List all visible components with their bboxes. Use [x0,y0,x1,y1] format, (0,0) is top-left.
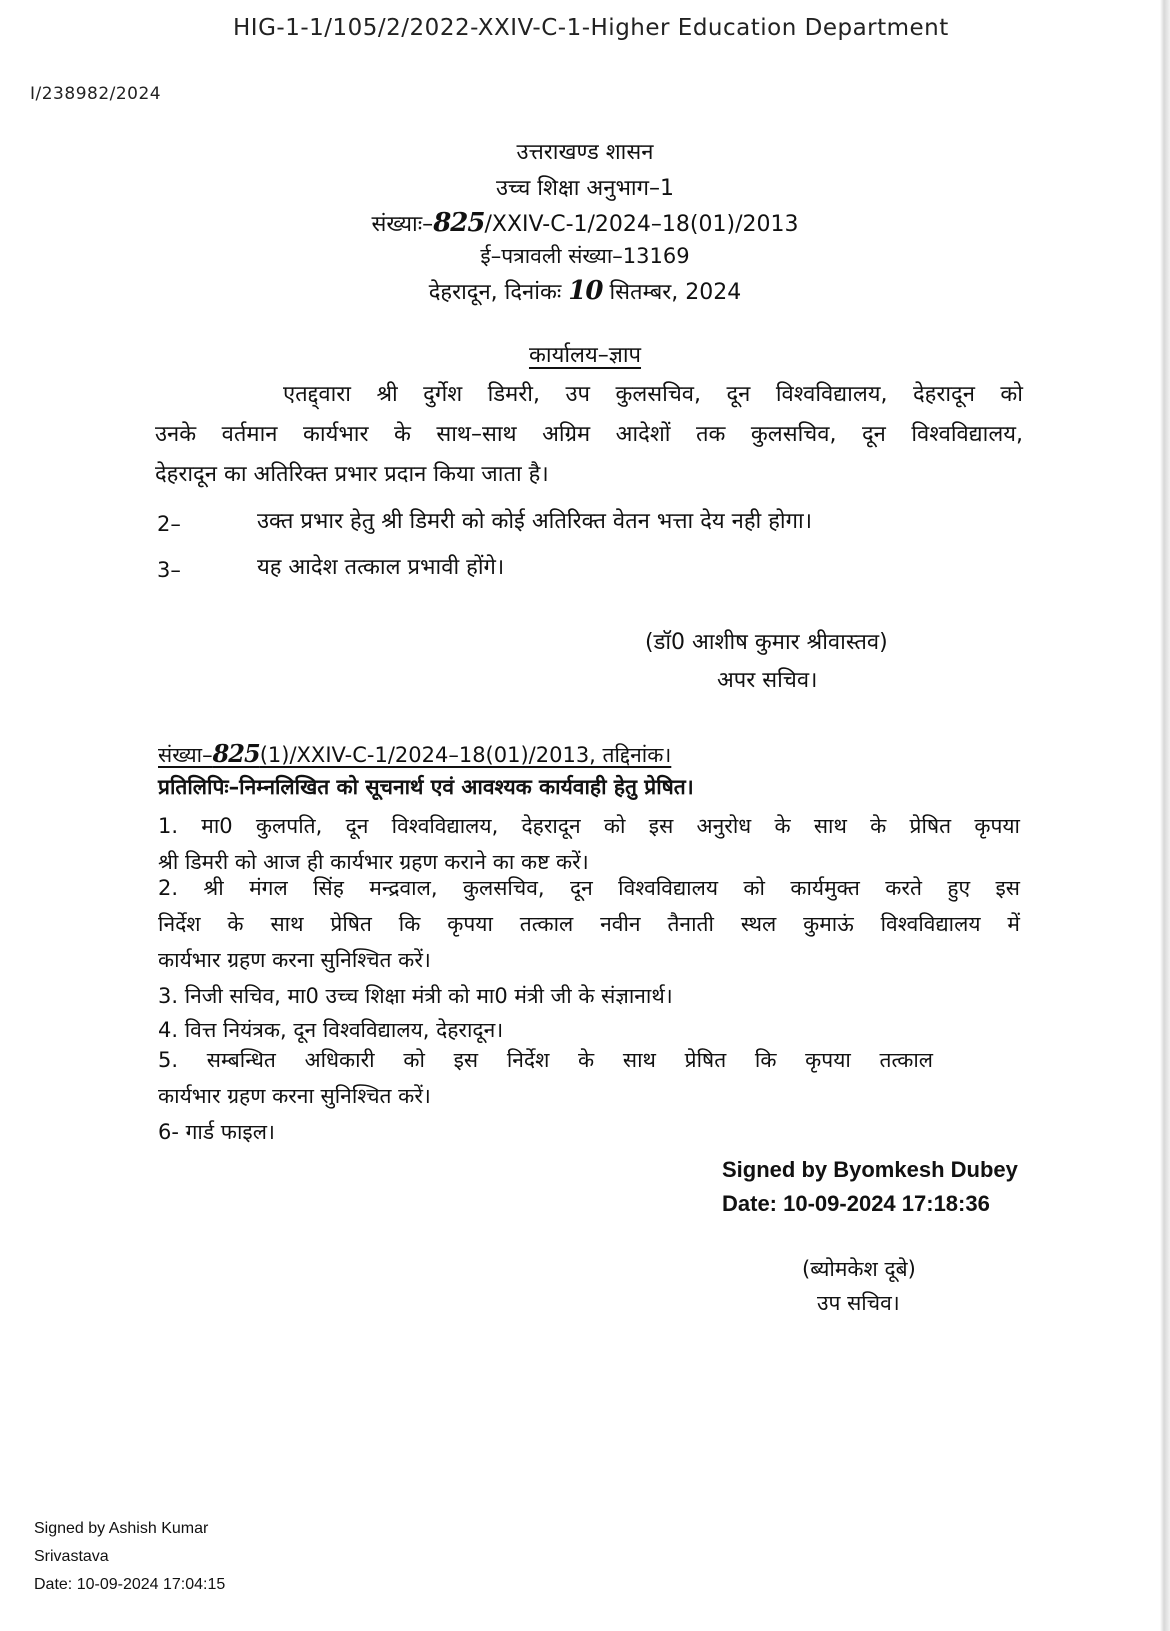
section-name: उच्च शिक्षा अनुभाग–1 [495,176,674,201]
government-name: उत्तराखण्ड शासन [516,140,654,165]
copy-ref-suffix: (1)/XXIV-C-1/2024–18(01)/2013, तद्दिनांक। [259,743,672,767]
digital-signature-name: Signed by Byomkesh Dubey [722,1157,1018,1182]
memo-line: देहरादून का अतिरिक्त प्रभार प्रदान किया जाता है। [155,462,549,487]
copy-item: श्री डिमरी को आज ही कार्यभार ग्रहण कराने का कष्ट करें। [158,850,589,874]
order-number [0,208,1170,239]
deputy-secretary-title: उप सचिव। [817,1291,900,1315]
copy-item: निर्देश के साथ प्रेषित कि कृपया तत्काल नवीन तैनाती स्थल कुमाऊं विश्वविद्यालय में [158,912,1020,936]
order-number-prefix: संख्याः– [371,212,434,237]
copy-ref-handwritten: 825 [212,739,260,768]
memo-paragraph [155,375,1023,495]
additional-signature-line: Srivastava [34,1548,109,1565]
copy-reference [158,740,671,769]
copy-item: 2. श्री मंगल सिंह मन्द्रवाल, कुलसचिव, दून विश्वविद्यालय को कार्यमुक्त करते हुए इस [158,876,1020,900]
e-file-number: ई–पत्रावली संख्या–13169 [480,244,690,268]
order-date-prefix: देहरादून, दिनांकः [428,280,562,305]
point-text: उक्त प्रभार हेतु श्री डिमरी को कोई अतिरिक्त वेतन भत्ता देय नही होगा। [257,509,813,534]
copy-item: कार्यभार ग्रहण करना सुनिश्चित करें। [158,1084,431,1108]
order-number-suffix: /XXIV-C-1/2024–18(01)/2013 [484,212,799,237]
copy-item: 4. वित्त नियंत्रक, दून विश्वविद्यालय, देहरादून। [158,1018,504,1042]
memo-title: कार्यालय–ज्ञाप [528,343,642,368]
point-number: 3– [157,558,181,582]
copy-heading: प्रतिलिपिः–निम्नलिखित को सूचनार्थ एवं आवश्यक कार्यवाही हेतु प्रेषित। [158,775,694,799]
signatory-name: (डॉ0 आशीष कुमार श्रीवास्तव) [645,630,888,655]
additional-signature-line: Signed by Ashish Kumar [34,1520,209,1537]
copy-item: 6- गार्ड फाइल। [158,1120,275,1144]
copy-ref-prefix: संख्या– [158,743,213,767]
order-number-handwritten: 825 [433,208,485,238]
signatory-title: अपर सचिव। [717,668,818,693]
order-date-suffix: सितम्बर, 2024 [609,280,742,305]
point-number: 2– [157,512,181,536]
receipt-number: I/238982/2024 [30,84,162,104]
deputy-secretary-name: (ब्योमकेश दूबे) [802,1257,916,1281]
order-date [0,276,1170,307]
file-reference: HIG-1-1/105/2/2022-XXIV-C-1-Higher Education Department [233,15,949,41]
memo-line: एतद्द्वारा श्री दुर्गेश डिमरी, उप कुलसचिव, दून विश्वविद्यालय, देहरादून को [283,382,1023,407]
point-text: यह आदेश तत्काल प्रभावी होंगे। [257,555,505,580]
order-date-handwritten: 10 [568,276,603,306]
digital-signature-date: Date: 10-09-2024 17:18:36 [722,1191,990,1216]
memo-line: उनके वर्तमान कार्यभार के साथ–साथ अग्रिम आदेशों तक कुलसचिव, दून विश्वविद्यालय, [155,422,1023,447]
copy-item: 5. सम्बन्धित अधिकारी को इस निर्देश के साथ प्रेषित कि कृपया तत्काल [158,1048,933,1072]
copy-item: 3. निजी सचिव, मा0 उच्च शिक्षा मंत्री को मा0 मंत्री जी के संज्ञानार्थ। [158,984,673,1008]
copy-item: 1. मा0 कुलपति, दून विश्वविद्यालय, देहरादून को इस अनुरोध के साथ के प्रेषित कृपया [158,814,1020,838]
additional-signature-date: Date: 10-09-2024 17:04:15 [34,1576,226,1593]
copy-item: कार्यभार ग्रहण करना सुनिश्चित करें। [158,948,431,972]
